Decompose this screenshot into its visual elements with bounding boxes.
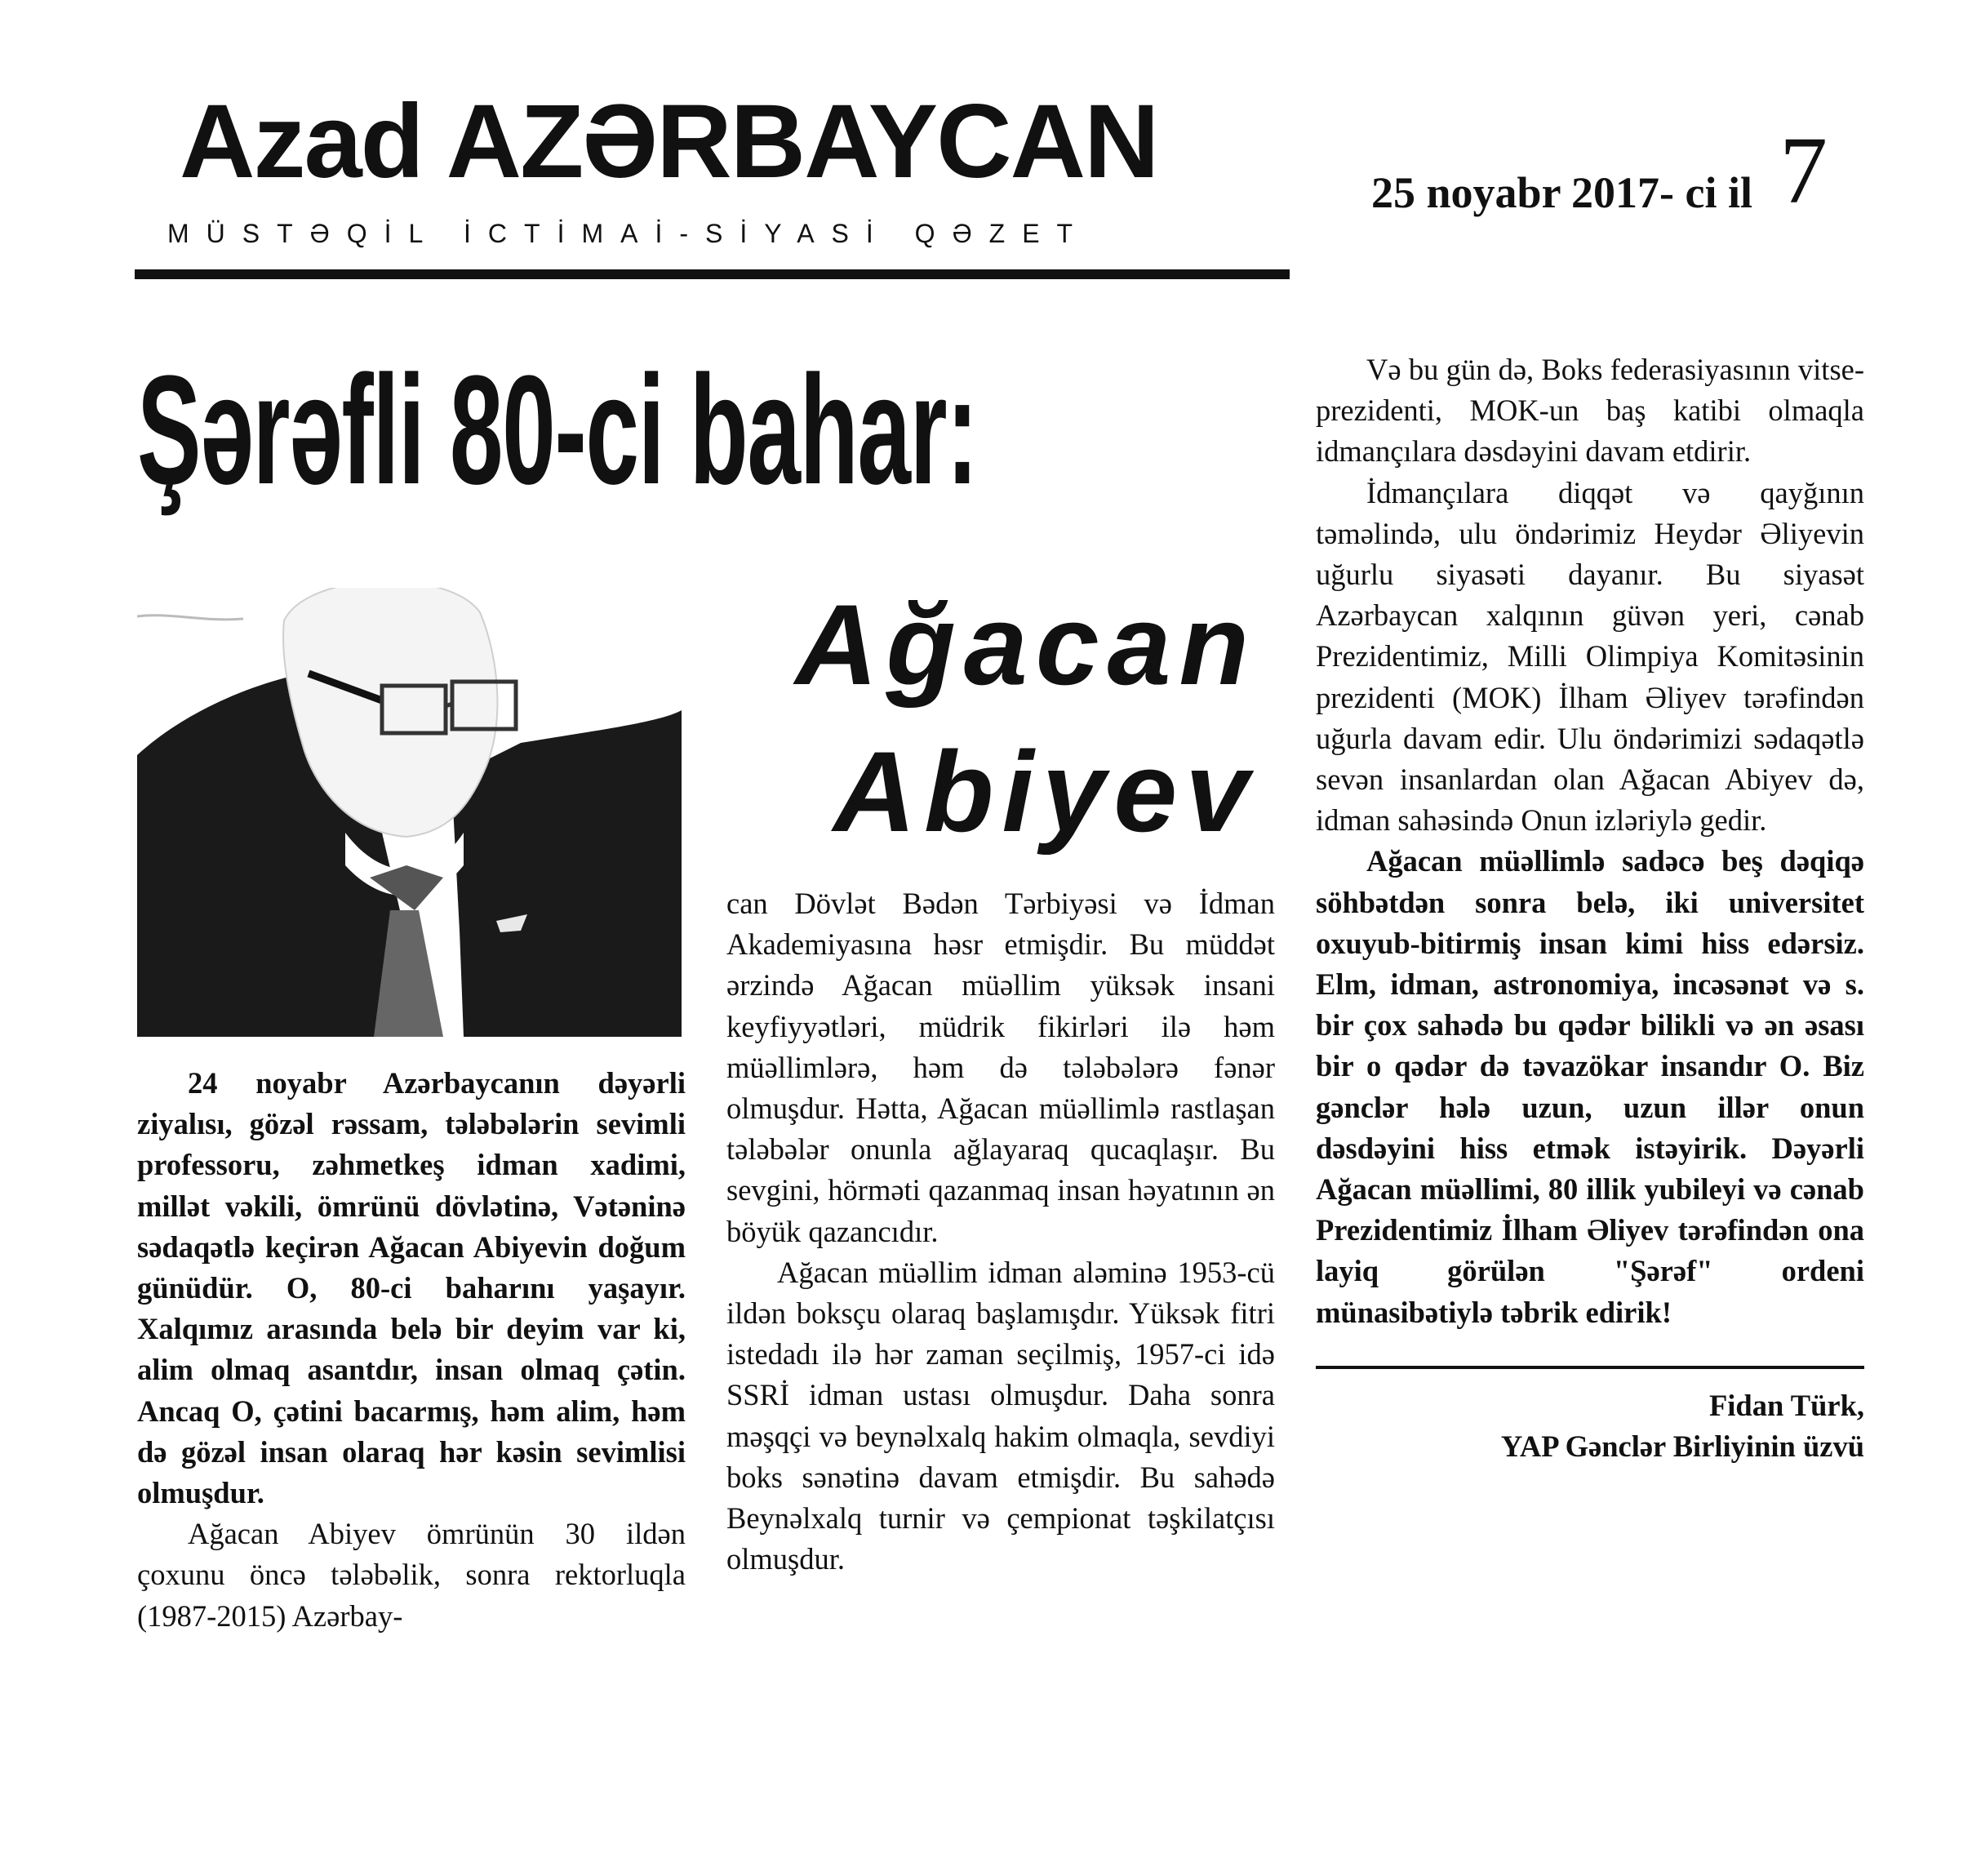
paragraph: Və bu gün də, Boks federasiyasının vitse-prezidenti, MOK-un baş katibi olmaqla idmançılara dəsdəyini davam etdirir. bbox=[1316, 353, 1864, 469]
subject-first-name: Ağacan bbox=[795, 580, 1257, 709]
paragraph: Ağacan müəllim idman aləminə 1953-cü ildən boksçu olaraq başlamışdır. Yüksək fitri istedadı ilə hər zaman seçilmiş, 1957-ci idə SSRİ idman ustası olmuşdur. Daha sonra məşqçi və beynəlxalq hakim olmaqla, sevdiyi boks sənətinə davam etmişdir. Bu sahədə Beynəlxalq turnir və çempionat təşkilatçısı olmuşdur. bbox=[726, 1255, 1275, 1576]
author-role: YAP Gənclər Birliyinin üzvü bbox=[1500, 1429, 1864, 1464]
page-number: 7 bbox=[1779, 117, 1828, 224]
article-column-2 bbox=[726, 883, 1275, 1580]
issue-date: 25 noyabr 2017- ci il bbox=[1371, 168, 1753, 217]
article-headline: Şərəfli 80-ci bahar: bbox=[137, 344, 978, 517]
subject-name bbox=[718, 571, 1257, 865]
article-column-3 bbox=[1316, 349, 1864, 1467]
paragraph: can Dövlət Bədən Tərbiyəsi və İdman Akademiyasına həsr etmişdir. Bu müddət ərzində Ağacan müəllim yüksək insani keyfiyyətləri, müdrik fikirləri ilə həm müəllimlərə, həm də tələbələrə fənər olmuşdur. Hətta, Ağacan müəllimlə rastlaşan tələbələr onunla ağlayaraq qucaqlaşır. Bu sevgini, hörməti qazanmaq insan həyatının ən böyük qazancıdır. bbox=[726, 887, 1275, 1248]
closing-paragraph: Ağacan müəllimlə sadəcə beş dəqiqə söhbətdən sonra belə, iki universitet oxuyub-bitirmiş insan kimi hiss edərsiz. Elm, idman, astronomiya, incəsənət və s. bir çox sahədə bu qədər bilikli və ən əsası bir o qədər də təvazökar insandır O. Biz gənclər hələ uzun, uzun illər onun dəsdəyini hiss etmək istəyirik. Dəyərli Ağacan müəllimi, 80 illik yubileyi və cənab Prezidentimiz İlham Əliyev tərəfindən ona layiq görülən "Şərəf" ordeni münasibətiylə təbrik edirik! bbox=[1316, 844, 1864, 1329]
masthead-rule bbox=[135, 269, 1290, 279]
masthead-title: Azad AZƏRBAYCAN bbox=[180, 83, 1158, 200]
masthead-subtitle: MÜSTƏQİL İCTİMAİ-SİYASİ QƏZET bbox=[167, 219, 1090, 248]
paragraph: Ağacan Abiyev ömrünün 30 ildən çoxunu öncə tələbəlik, sonra rektorluqla (1987-2015) Azərbay- bbox=[137, 1517, 686, 1633]
subject-last-name: Abiyev bbox=[833, 727, 1257, 856]
portrait-photo bbox=[137, 588, 682, 1037]
lead-paragraph: 24 noyabr Azərbaycanın dəyərli ziyalısı, gözəl rəssam, tələbələrin sevimli professoru, zəhmetkeş idman xadimi, millət vəkili, ömrünü dövlətinə, Vətəninə sədaqətlə keçirən Ağacan Abiyevin doğum günüdür. O, 80-ci baharını yaşayır. Xalqımız arasında belə bir deyim var ki, alim olmaq asantdır, insan olmaq çətin. Ancaq O, çətini bacarmış, həm alim, həm də gözəl insan olaraq hər kəsin sevimlisi olmuşdur. bbox=[137, 1066, 686, 1510]
paragraph: İdmançılara diqqət və qayğının təməlində, ulu öndərimiz Heydər Əliyevin uğurlu siyasəti dayanır. Bu siyasət Azərbaycan xalqının güvən yeri, cənab Prezidentimiz, Milli Olimpiya Komitəsinin prezidenti (MOK) İlham Əliyev tərəfindən uğurla davam edir. Ulu öndərimizi sədaqətlə sevən insanlardan olan Ağacan Abiyev də, idman sahəsində Onun izləriylə gedir. bbox=[1316, 475, 1864, 838]
author-name: Fidan Türk, bbox=[1708, 1388, 1864, 1422]
article-column-1 bbox=[137, 1063, 686, 1637]
signature-rule bbox=[1316, 1366, 1864, 1369]
